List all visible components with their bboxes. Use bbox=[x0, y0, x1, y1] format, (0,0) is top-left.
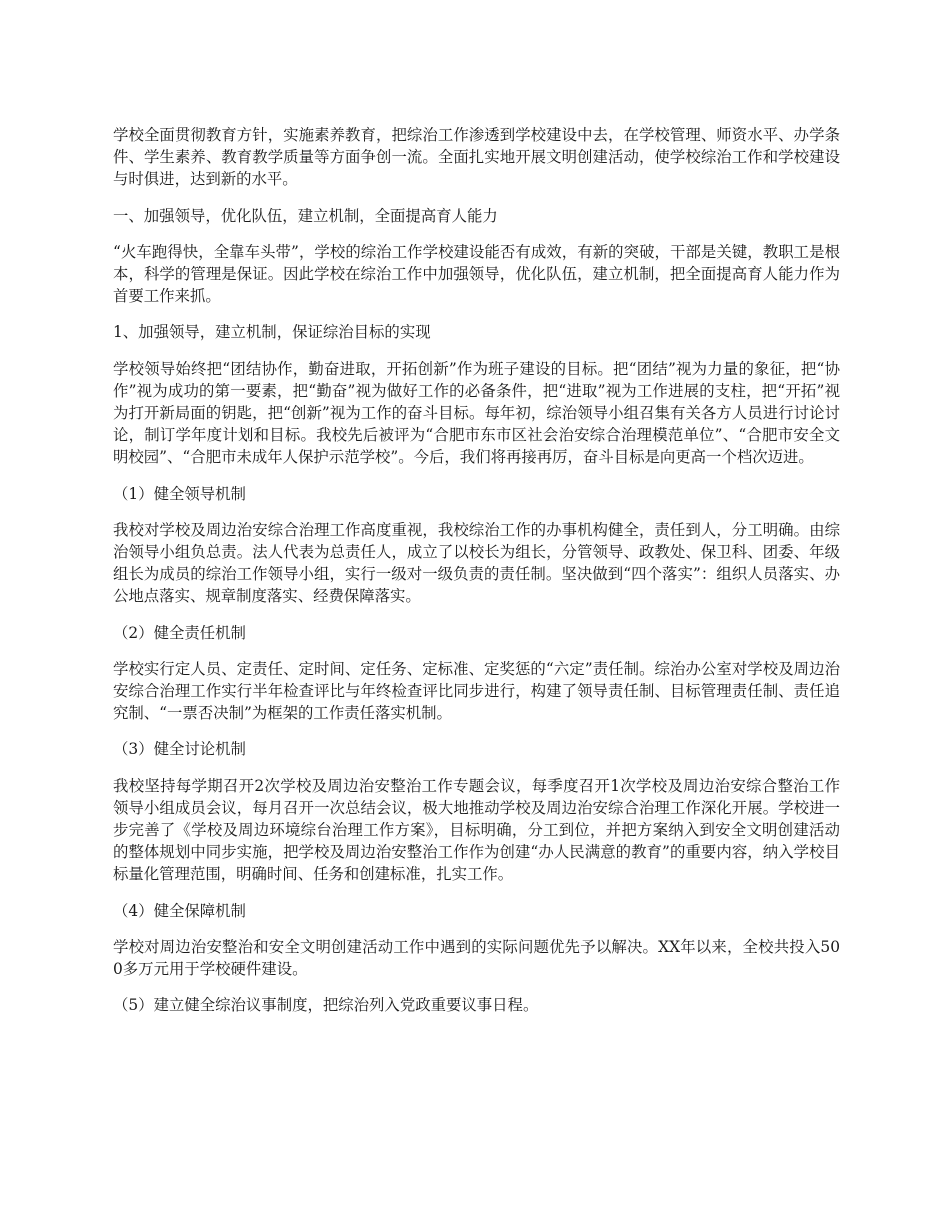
paragraph-item-3: 我校坚持每学期召开2次学校及周边治安整治工作专题会议，每季度召开1次学校及周边治安综合整治工作领导小组成员会议，每月召开一次总结会议，极大地推动学校及周边治安综合治理工作深化开展。学校进一步完善了《学校及周边环境综台治理工作方案》，目标明确，分工到位，并把方案纳入到安全文明创建活动的整体规划中同步实施，把学校及周边治安整治工作作为创建“办人民满意的教育”的重要内容，纳入学校目标量化管理范围，明确时间、任务和创建标准，扎实工作。 bbox=[113, 776, 840, 884]
item-heading-4: （4）健全保障机制 bbox=[113, 901, 246, 920]
paragraph-subsection-1: 学校领导始终把“团结协作，勤奋进取，开拓创新”作为班子建设的目标。把“团结”视为力量的象征，把“协作”视为成功的第一要素，把“勤奋”视为做好工作的必备条件，把“进取”视为工作进展的支柱，把“开拓”视为打开新局面的钥匙，把“创新”视为工作的奋斗目标。每年初，综治领导小组召集有关各方人员进行讨论讨论，制订学年度计划和目标。我校先后被评为“合肥市东市区社会治安综合治理模范单位”、“合肥市安全文明校园”、“合肥市未成年人保护示范学校”。今后，我们将再接再厉，奋斗目标是向更高一个档次迈进。 bbox=[113, 359, 840, 467]
paragraph-item-2: 学校实行定人员、定责任、定时间、定任务、定标准、定奖惩的“六定”责任制。综治办公室对学校及周边治安综合治理工作实行半年检查评比与年终检查评比同步进行，构建了领导责任制、目标管理责任制、责任追究制、“一票否决制”为框架的工作责任落实机制。 bbox=[113, 659, 840, 723]
paragraph-intro: 学校全面贯彻教育方针，实施素养教育，把综治工作渗透到学校建设中去，在学校管理、师资水平、办学条件、学生素养、教育教学质量等方面争创一流。全面扎实地开展文明创建活动，使学校综治工作和学校建设与时俱进，达到新的水平。 bbox=[113, 126, 840, 189]
item-heading-3: （3）健全讨论机制 bbox=[113, 740, 246, 759]
item-heading-1: （1）健全领导机制 bbox=[113, 484, 246, 503]
paragraph-item-4: 学校对周边治安整治和安全文明创建活动工作中遇到的实际问题优先予以解决。XX年以来，全校共投入500多万元用于学校硬件建设。 bbox=[113, 937, 840, 979]
document-body bbox=[113, 124, 840, 1031]
paragraph-section-1: “火车跑得快，全靠车头带”，学校的综治工作学校建设能否有成效，有新的突破，干部是关键，教职工是根本，科学的管理是保证。因此学校在综治工作中加强领导，优化队伍，建立机制，把全面提高育人能力作为首要工作来抓。 bbox=[113, 242, 840, 306]
item-heading-2: （2）健全责任机制 bbox=[113, 623, 246, 642]
paragraph-item-1: 我校对学校及周边治安综合治理工作高度重视，我校综治工作的办事机构健全，责任到人，分工明确。由综治领导小组负总责。法人代表为总责任人，成立了以校长为组长，分管领导、政教处、保卫科、团委、年级组长为成员的综治工作领导小组，实行一级对一级负责的责任制。坚决做到“四个落实”：组织人员落实、办公地点落实、规章制度落实、经费保障落实。 bbox=[113, 520, 840, 606]
item-heading-5: （5）建立健全综治议事制度，把综治列入党政重要议事日程。 bbox=[113, 996, 539, 1015]
subsection-heading-1: 1、加强领导，建立机制，保证综治目标的实现 bbox=[113, 323, 431, 342]
section-heading-1: 一、加强领导，优化队伍，建立机制，全面提高育人能力 bbox=[113, 206, 498, 225]
